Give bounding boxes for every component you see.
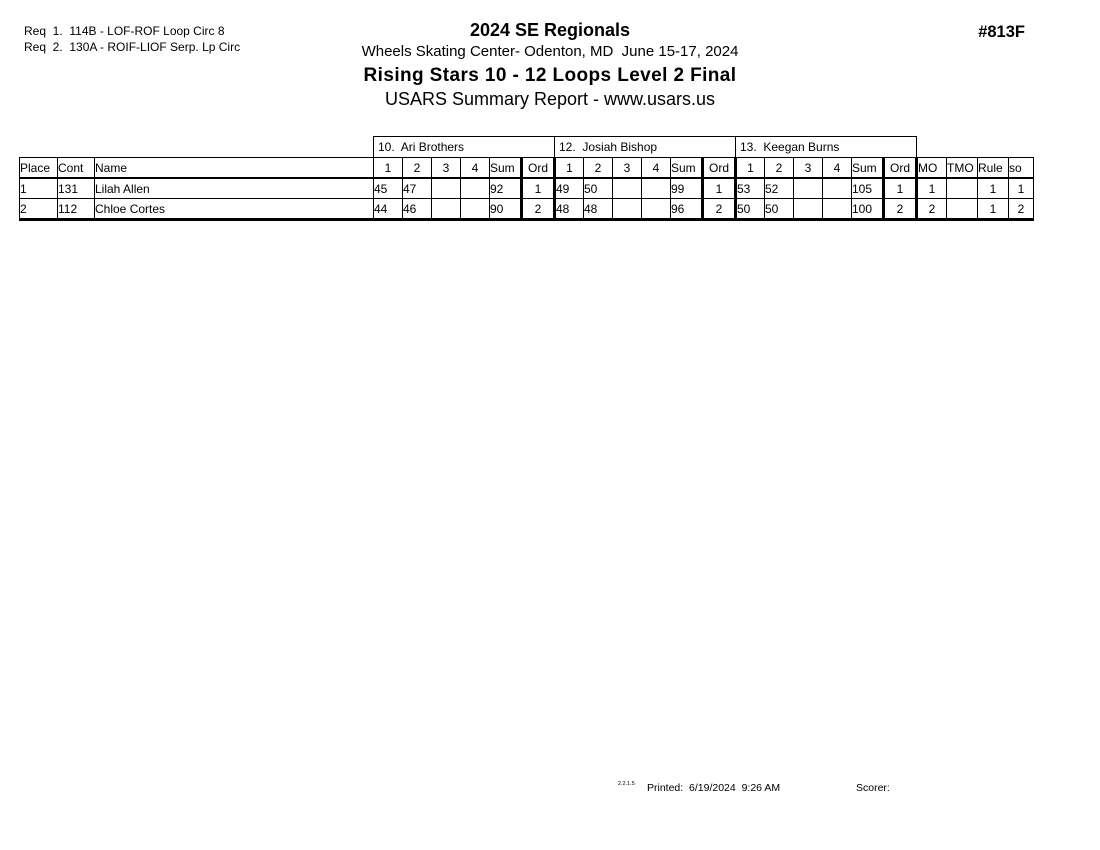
j3-ordinal: 1	[884, 178, 917, 199]
j2-score-3	[613, 199, 642, 220]
j3-score-1: 53	[736, 178, 765, 199]
col-header-j1-t4: 4	[461, 158, 490, 179]
col-header-j2-ord: Ord	[703, 158, 736, 179]
j2-score-2: 48	[584, 199, 613, 220]
results-table-wrap	[19, 136, 1034, 221]
col-header-j1-t2: 2	[403, 158, 432, 179]
j1-sum: 90	[490, 199, 522, 220]
report-heading	[0, 21, 1100, 109]
col-header-j2-t4: 4	[642, 158, 671, 179]
j1-score-3	[432, 178, 461, 199]
j2-ordinal: 2	[703, 199, 736, 220]
j2-sum: 99	[671, 178, 703, 199]
total-majority-ordinal-cell	[947, 178, 978, 199]
col-header-mo: MO	[917, 158, 947, 179]
col-header-j2-t2: 2	[584, 158, 613, 179]
report-version-text: 2.2.1.5	[618, 781, 635, 787]
division-title: Rising Stars 10 - 12 Loops Level 2 Final	[363, 65, 737, 86]
judge-row-left-spacer	[20, 137, 374, 158]
rule-cell: 1	[978, 178, 1009, 199]
place-cell: 2	[20, 199, 58, 220]
sum-ordinals-cell: 1	[1009, 178, 1034, 199]
req-line-2: Req 2. 130A - ROIF-LIOF Serp. Lp Circ	[24, 40, 241, 54]
j3-score-2: 50	[765, 199, 794, 220]
j2-score-2: 50	[584, 178, 613, 199]
col-header-j3-t1: 1	[736, 158, 765, 179]
majority-ordinal-cell: 2	[917, 199, 947, 220]
col-header-j1-t1: 1	[374, 158, 403, 179]
table-row	[20, 199, 1034, 220]
j3-score-4	[823, 199, 852, 220]
judge-header-row	[20, 137, 1034, 158]
majority-ordinal-cell: 1	[917, 178, 947, 199]
j1-score-3	[432, 199, 461, 220]
j2-score-1: 48	[555, 199, 584, 220]
j3-score-2: 52	[765, 178, 794, 199]
j1-sum: 92	[490, 178, 522, 199]
col-header-so: so	[1009, 158, 1034, 179]
j3-score-3	[794, 178, 823, 199]
col-header-j2-t3: 3	[613, 158, 642, 179]
col-header-j3-t3: 3	[794, 158, 823, 179]
col-header-j3-t4: 4	[823, 158, 852, 179]
skater-name-cell: Lilah Allen	[95, 178, 374, 199]
venue-date-line: Wheels Skating Center- Odenton, MD June 15-17, 2024	[361, 43, 739, 60]
j3-score-1: 50	[736, 199, 765, 220]
col-header-j2-sum: Sum	[671, 158, 703, 179]
j2-score-4	[642, 178, 671, 199]
j3-ordinal: 2	[884, 199, 917, 220]
skater-name-cell: Chloe Cortes	[95, 199, 374, 220]
j2-ordinal: 1	[703, 178, 736, 199]
j2-sum: 96	[671, 199, 703, 220]
j2-score-1: 49	[555, 178, 584, 199]
j1-ordinal: 1	[522, 178, 555, 199]
col-header-j2-t1: 1	[555, 158, 584, 179]
total-majority-ordinal-cell	[947, 199, 978, 220]
j3-score-4	[823, 178, 852, 199]
col-header-name: Name	[95, 158, 374, 179]
j3-sum: 105	[852, 178, 884, 199]
column-header-row	[20, 158, 1034, 179]
table-row	[20, 178, 1034, 199]
scorer-label: Scorer:	[856, 782, 890, 794]
col-header-place: Place	[20, 158, 58, 179]
printed-timestamp: Printed: 6/19/2024 9:26 AM	[647, 782, 781, 794]
j1-score-2: 47	[403, 178, 432, 199]
results-table	[19, 136, 1034, 221]
j1-score-1: 44	[374, 199, 403, 220]
place-cell: 1	[20, 178, 58, 199]
j1-score-4	[461, 178, 490, 199]
report-title: USARS Summary Report - www.usars.us	[384, 89, 716, 109]
j1-score-1: 45	[374, 178, 403, 199]
judge-header-1: 10. Ari Brothers	[374, 137, 555, 158]
col-header-tmo: TMO	[947, 158, 978, 179]
judge-header-3: 13. Keegan Burns	[736, 137, 917, 158]
judge-header-2: 12. Josiah Bishop	[555, 137, 736, 158]
col-header-j3-t2: 2	[765, 158, 794, 179]
col-header-j1-ord: Ord	[522, 158, 555, 179]
j3-sum: 100	[852, 199, 884, 220]
j2-score-3	[613, 178, 642, 199]
j1-ordinal: 2	[522, 199, 555, 220]
event-title: 2024 SE Regionals	[469, 20, 631, 40]
col-header-cont: Cont	[58, 158, 95, 179]
col-header-rule: Rule	[978, 158, 1009, 179]
col-header-j1-sum: Sum	[490, 158, 522, 179]
j2-score-4	[642, 199, 671, 220]
judge-row-right-spacer	[917, 137, 1034, 158]
j3-score-3	[794, 199, 823, 220]
col-header-j3-ord: Ord	[884, 158, 917, 179]
contestant-number-cell: 112	[58, 199, 95, 220]
j1-score-4	[461, 199, 490, 220]
event-number: #813F	[978, 23, 1025, 41]
j1-score-2: 46	[403, 199, 432, 220]
sum-ordinals-cell: 2	[1009, 199, 1034, 220]
rule-cell: 1	[978, 199, 1009, 220]
col-header-j1-t3: 3	[432, 158, 461, 179]
contestant-number-cell: 131	[58, 178, 95, 199]
req-line-1: Req 1. 114B - LOF-ROF Loop Circ 8	[24, 24, 225, 38]
col-header-j3-sum: Sum	[852, 158, 884, 179]
